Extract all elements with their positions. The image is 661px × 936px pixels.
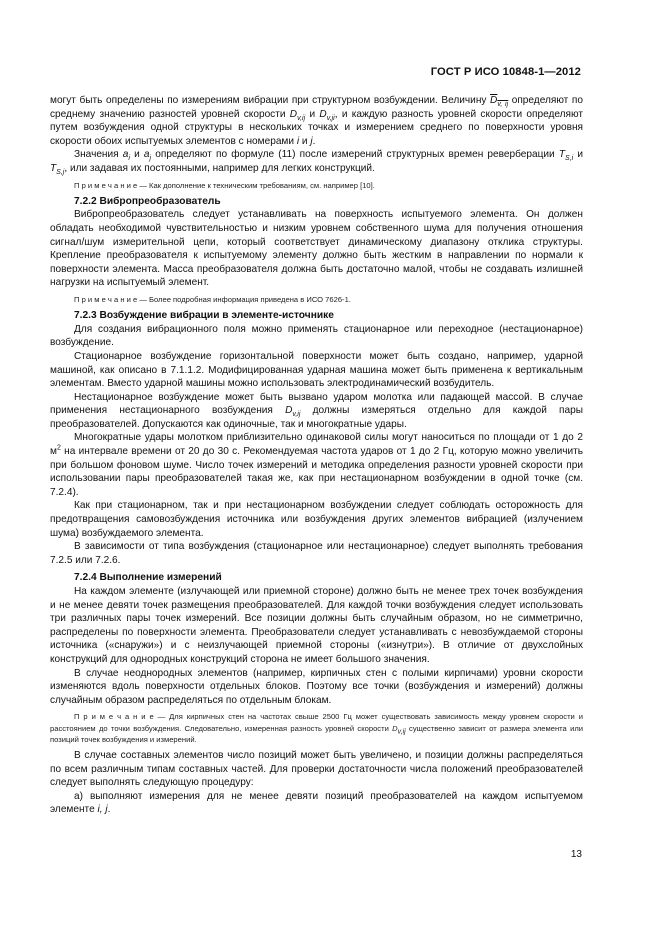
section-heading-7-2-2: 7.2.2 Вибропреобразователь [74,195,221,207]
paragraph: В зависимости от типа возбуждения (стационарное или нестационарное) следует выполнять требования 7.2.5 или 7.2.6. [50,541,583,566]
page-number: 13 [570,849,582,860]
section-heading-7-2-4: 7.2.4 Выполнение измерений [74,572,222,584]
note: П р и м е ч а н и е — Более подробная информация приведена в ИСО 7626-1. [74,294,351,304]
section-heading-7-2-3: 7.2.3 Возбуждение вибрации в элементе-источнике [74,310,334,322]
page-body [50,94,583,817]
paragraph: В случае составных элементов число позиций может быть увеличено, и позиции должны распределяться по всем различным типам составных частей. Для проверки достаточности числа положений преобразователей следует выполнять следующую процедуру: [50,749,583,789]
paragraph: Значения $a_i$ и $a_j$ определяют по формуле (11) после измерений структурных времен реверберации $T_{S,i}$ и $T_{S,j}$, или задавая их постоянными, например для легких конструкций. [50,149,583,176]
note: П р и м е ч а н и е — Как дополнение к техническим требованиям, см. например [10]. [74,180,375,190]
paragraph: Как при стационарном, так и при нестационарном возбуждении следует соблюдать осторожность для предотвращения самовозбуждения источника или возбуждения других элементов вибрацией (излучением шума) возбуждаемого элемента. [50,500,583,539]
paragraph: Стационарное возбуждение горизонтальной поверхности может быть создано, например, ударной машиной, как описано в 7.1.1.2. Модифицированная ударная машина может быть применена к вертикальным элементам. Вместо ударной машины можно использовать электродинамический возбудитель. [50,350,583,390]
note: П р и м е ч а н и е — Для кирпичных стен на частотах свыше 2500 Гц может существовать зависимость между уровнем скорости и расстоянием до точки возбуждения. Следовательно, измеренная разность уровней скорости $D_{v,ij}$ существенно зависит от размера элемента или позиций точек возбуждения и измерений. [50,712,583,744]
document-header: ГОСТ Р ИСО 10848-1—2012 [430,66,581,78]
paragraph: На каждом элементе (излучающей или приемной стороне) должно быть не менее трех точек возбуждения и не менее девяти точек размещения преобразователей. Для каждой точки возбуждения следует использовать три различных пары точек измерений. Все позиции должны быть случайным образом, но не симметрично, распределены по поверхности элемента. Преобразователи следует устанавливать с невозбуждаемой стороны источника («снаружи») и с неизлучающей приемной стороны («изнутри»). В отличие от двухслойных конструкций для однородных конструкций сторона не имеет большого значения. [50,586,583,665]
paragraph: В случае неоднородных элементов (например, кирпичных стен с полыми кирпичами) уровни скорости изменяются вдоль поверхности отдельных блоков. Поэтому все точки (возбуждения и измерений) должны случайным образом распределяться по отдельным блокам. [50,667,583,706]
paragraph: могут быть определены по измерениям вибрации при структурном возбуждении. Величину $D_{v, ij}$ определяют по среднему значению разностей уровней скорости $D_{v,ij}$ и $D_{v,ji}$, и каждую разность уровней скорости определяют путем возбуждения одной структуры в нескольких точках и измерением среднего по поверхности уровня скорости обоих испытуемых элементов с номерами i и j. [50,95,583,147]
paragraph: Для создания вибрационного поля можно применять стационарное или переходное (нестационарное) возбуждение. [50,323,583,349]
paragraph: Вибропреобразователь следует устанавливать на поверхность испытуемого элемента. Он должен обладать необходимой чувствительностью и низким уровнем собственного шума для получения отношения сигнал/шум измерительной цепи, который соответствует динамическому диапазону отклика структуры. Крепление преобразователя к испытуемому элементу должно быть жестким в направлении по нормали к поверхности элемента. Масса преобразователя должна быть достаточно малой, чтобы не создавать излишней нагрузки на испытуемый элемент. [50,209,583,289]
paragraph: Нестационарное возбуждение может быть вызвано ударом молотка или падающей массой. В случае применения нестационарного возбуждения $D_{v,ij}$ должны измеряться отдельно для каждой пары преобразователей. Допускаются как одиночные, так и многократные удары. [50,391,584,430]
list-item: а) выполняют измерения для не менее девяти позиций преобразователей на каждом испытуемом элементе i, j. [50,790,583,816]
paragraph: Многократные удары молотком приблизительно одинаковой силы могут наноситься по площади от 1 до 2 $м^2$ на интервале времени от 20 до 30 с. Рекомендуемая частота ударов от 1 до 2 Гц, которую можно увеличить при большом фоновом шуме. Число точек измерений и методика определения разности уровней скорости при использовании пары преобразователей такая же, как при нестационарном возбуждении в одной точке (см. 7.2.4). [50,432,583,498]
